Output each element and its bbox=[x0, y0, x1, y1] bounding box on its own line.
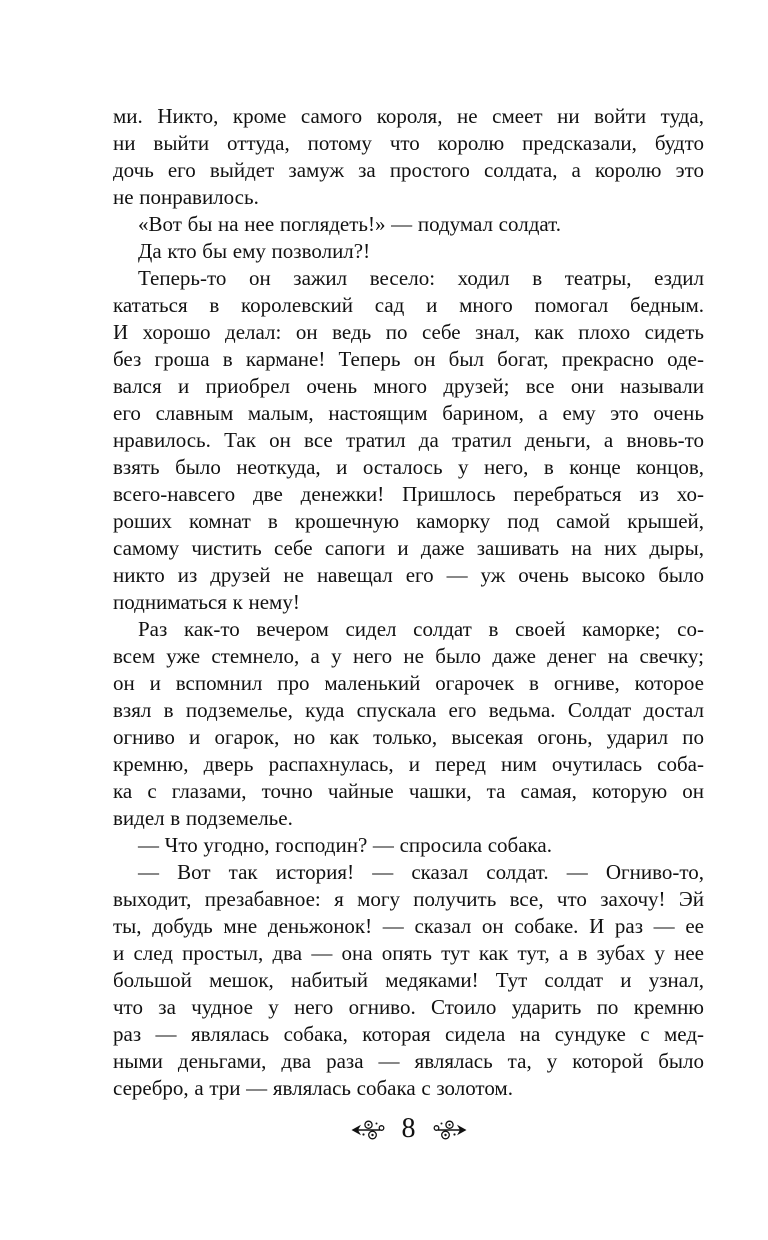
text-line: кататься в королевский сад и много помогал бедным. bbox=[113, 293, 704, 317]
text-line: дочь его выйдет замуж за простого солдата, а королю это bbox=[113, 158, 704, 182]
text-line: ка с глазами, точно чайные чашки, та самая, которую он bbox=[113, 779, 704, 803]
paragraph bbox=[113, 832, 704, 859]
text-line: — Вот так история! — сказал солдат. — Огниво-то, bbox=[138, 860, 704, 884]
text-line: — Что угодно, господин? — спросила собака. bbox=[138, 833, 552, 857]
text-line: Да кто бы ему позволил?! bbox=[138, 239, 371, 263]
text-line: выходит, презабавное: я могу получить все, что захочу! Эй bbox=[113, 887, 704, 911]
paragraph bbox=[113, 103, 704, 211]
text-line: ми. Никто, кроме самого короля, не смеет ни войти туда, bbox=[113, 104, 704, 128]
text-line: самому чистить себе сапоги и даже зашивать на них дыры, bbox=[113, 536, 704, 560]
text-line: он и вспомнил про маленький огарочек в огниве, которое bbox=[113, 671, 704, 695]
text-block bbox=[113, 103, 704, 1102]
paragraph bbox=[113, 616, 704, 832]
text-line: взял в подземелье, куда спускала его ведьма. Солдат достал bbox=[113, 698, 704, 722]
text-line: кремню, дверь распахнулась, и перед ним очутилась соба- bbox=[113, 752, 704, 776]
text-line: Раз как-то вечером сидел солдат в своей каморке; со- bbox=[138, 617, 704, 641]
fleuron-right-icon bbox=[433, 1119, 467, 1141]
paragraph bbox=[113, 265, 704, 616]
page-footer bbox=[113, 1113, 704, 1147]
paragraph bbox=[113, 859, 704, 1102]
text-line: Теперь-то он зажил весело: ходил в театры, ездил bbox=[138, 266, 704, 290]
text-line: ты, добудь мне деньжонок! — сказал он собаке. И раз — ее bbox=[113, 914, 704, 938]
text-line: раз — являлась собака, которая сидела на сундуке с мед- bbox=[113, 1022, 704, 1046]
text-line: видел в подземелье. bbox=[113, 806, 293, 830]
text-line: роших комнат в крошечную каморку под самой крышей, bbox=[113, 509, 704, 533]
text-line: вался и приобрел очень много друзей; все они называли bbox=[113, 374, 704, 398]
text-line: что за чудное у него огниво. Стоило ударить по кремню bbox=[113, 995, 704, 1019]
text-line: взять было неоткуда, и осталось у него, в конце концов, bbox=[113, 455, 704, 479]
text-line: всем уже стемнело, а у него не было даже денег на свечку; bbox=[113, 644, 704, 668]
text-line: его славным малым, настоящим барином, а ему это очень bbox=[113, 401, 704, 425]
text-line: нравилось. Так он все тратил да тратил деньги, а вновь-то bbox=[113, 428, 704, 452]
text-line: ни выйти оттуда, потому что королю предсказали, будто bbox=[113, 131, 704, 155]
text-line: всего-навсего две денежки! Пришлось перебраться из хо- bbox=[113, 482, 704, 506]
text-line: огниво и огарок, но как только, высекая огонь, ударил по bbox=[113, 725, 704, 749]
text-line: большой мешок, набитый медяками! Тут солдат и узнал, bbox=[113, 968, 704, 992]
paragraph bbox=[113, 211, 704, 238]
text-line: никто из друзей не навещал его — уж очень высоко было bbox=[113, 563, 704, 587]
text-line: И хорошо делал: он ведь по себе знал, как плохо сидеть bbox=[113, 320, 704, 344]
paragraph bbox=[113, 238, 704, 265]
text-line: подниматься к нему! bbox=[113, 590, 300, 614]
text-line: ными деньгами, два раза — являлась та, у которой было bbox=[113, 1049, 704, 1073]
page-number: 8 bbox=[401, 1113, 416, 1144]
text-line: и след простыл, два — она опять тут как тут, а в зубах у нее bbox=[113, 941, 704, 965]
text-line: «Вот бы на нее поглядеть!» — подумал солдат. bbox=[138, 212, 562, 236]
text-line: серебро, а три — являлась собака с золотом. bbox=[113, 1076, 513, 1100]
text-line: без гроша в кармане! Теперь он был богат, прекрасно оде- bbox=[113, 347, 704, 371]
fleuron-left-icon bbox=[351, 1119, 385, 1141]
text-line: не понравилось. bbox=[113, 185, 259, 209]
